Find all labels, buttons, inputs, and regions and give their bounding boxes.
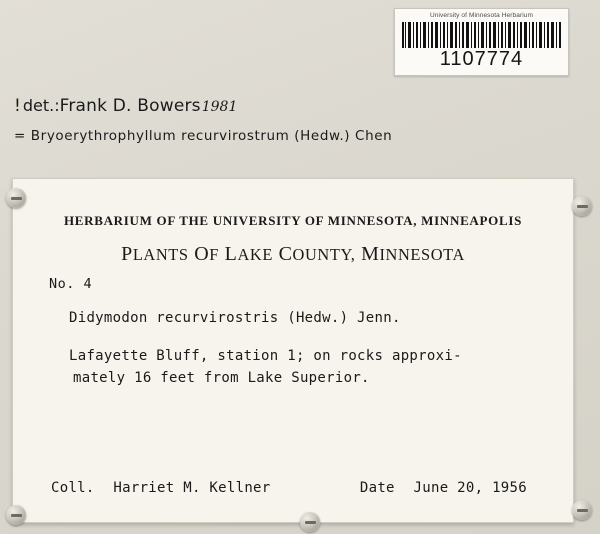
label-title: PLANTS OF LAKE COUNTY, MINNESOTA	[121, 243, 465, 265]
annotation-det-label: det.:	[22, 96, 60, 115]
determination-annotation	[14, 96, 554, 144]
mounting-rivet-icon	[6, 188, 26, 208]
label-locality	[69, 346, 573, 389]
annotation-year: 1981	[201, 99, 238, 115]
barcode-institution-text: University of Minnesota Herbarium	[429, 12, 533, 19]
date-label: Date	[359, 480, 395, 496]
label-institution: HERBARIUM OF THE UNIVERSITY OF MINNESOTA, MINNEAPOLIS	[63, 213, 523, 228]
herbarium-label-card	[12, 178, 574, 523]
locality-line-2: mately 16 feet from Lake Superior.	[73, 369, 370, 386]
label-taxon-name: Didymodon recurvirostris (Hedw.) Jenn.	[69, 310, 401, 326]
barcode-number: 1107774	[439, 48, 524, 70]
label-footer	[13, 480, 573, 496]
annotation-revised-name: = Bryoerythrophyllum recurvirostrum (Hedw.) Chen	[14, 128, 393, 144]
mounting-rivet-icon	[572, 196, 592, 216]
barcode-bars-icon	[402, 22, 562, 48]
mounting-rivet-icon	[6, 505, 26, 525]
annotation-determiner-line	[14, 96, 554, 116]
annotation-exclamation: !	[14, 96, 21, 116]
number-value: 4	[83, 276, 93, 292]
label-collector-field	[51, 480, 271, 496]
number-label: No.	[49, 276, 75, 292]
mounting-rivet-icon	[572, 500, 592, 520]
annotation-determiner-name: Frank D. Bowers	[59, 96, 201, 116]
barcode-label	[394, 8, 569, 76]
mounting-rivet-icon	[300, 512, 320, 532]
collector-label: Coll.	[51, 480, 95, 496]
label-collection-number	[49, 276, 573, 292]
collector-name: Harriet M. Kellner	[113, 480, 271, 496]
locality-line-1: Lafayette Bluff, station 1; on rocks approxi-	[69, 348, 462, 364]
date-value: June 20, 1956	[413, 480, 527, 496]
label-date-field	[360, 480, 527, 496]
